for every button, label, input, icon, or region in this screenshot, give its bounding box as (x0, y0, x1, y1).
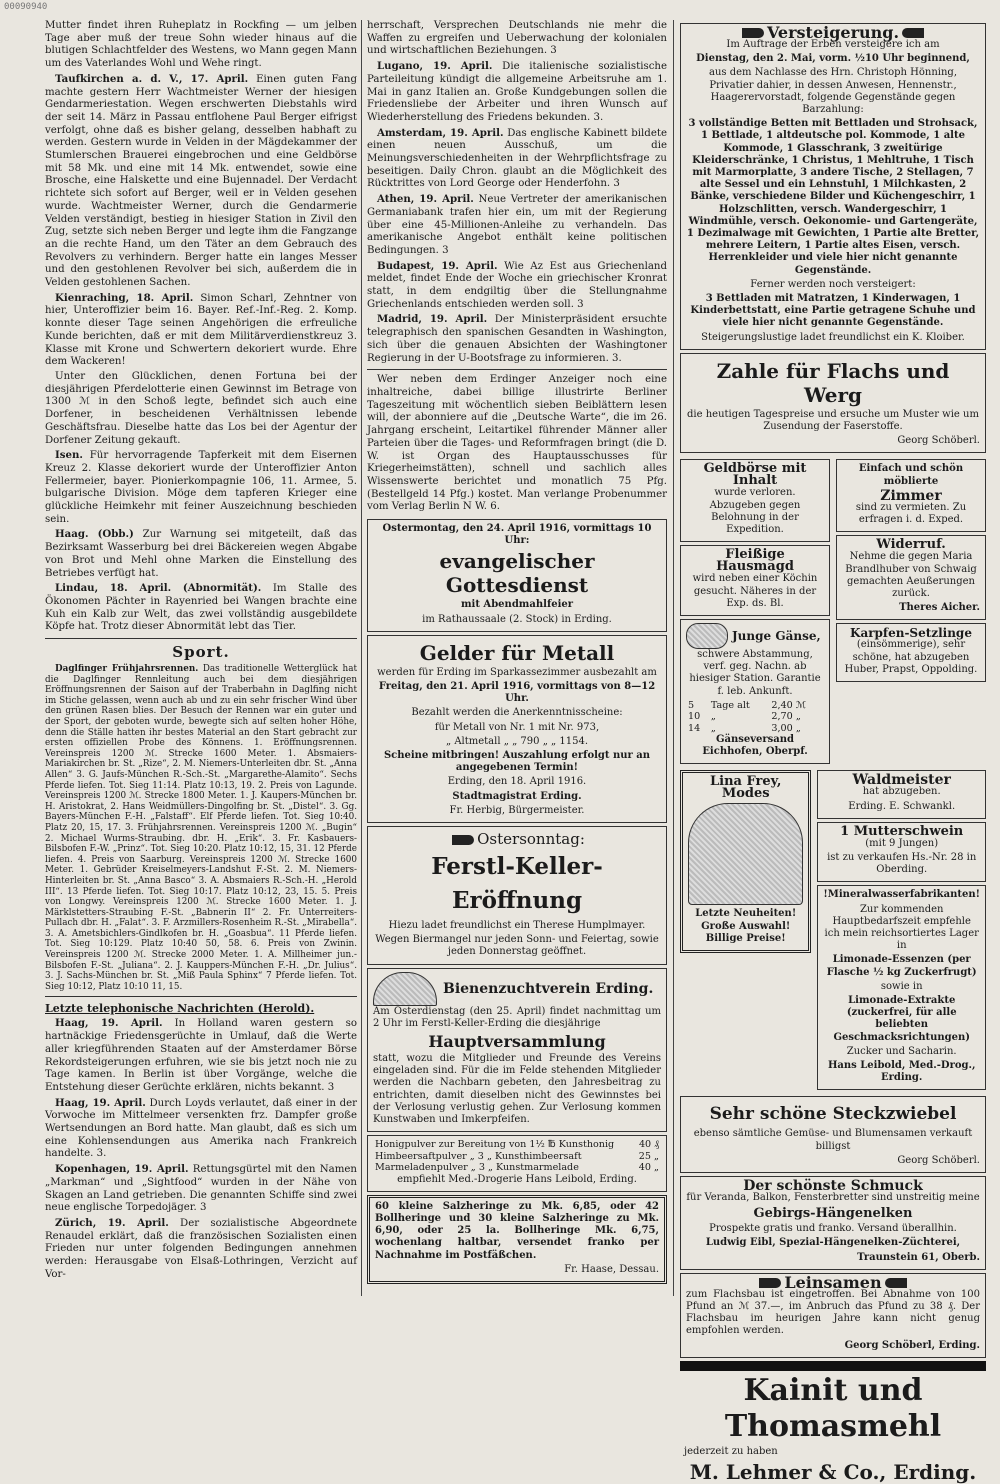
mineral-line: Zucker und Sacharin. (846, 1045, 957, 1057)
metal-notice-title: Gelder für Metall (419, 640, 615, 665)
table-row (686, 711, 824, 722)
product: Marmeladenpulver „ 3 „ Kunstmarmelade (375, 1162, 579, 1174)
column-3 (680, 20, 986, 1484)
carnation-line: für Veranda, Balkon, Fensterbretter sind unstreitig meine (686, 1192, 980, 1204)
sport-text: Das traditionelle Wetterglück hat die Daglfinger Rennleitung auch bei dem diesjährigen Eröffnungsrennen der Saison auf der Traberbahn in Daglfing nicht im Stiche gelassen, wenn auch ab und zu ein sehr frischer Wind über den grünen Rasen blies. Der Besuch der Rennen war ein guter und der Sport, der geboten wurde, bewegte sich auf selten hoher Höhe, denn die Ställe hatten ihr bestes Material an den Start gebracht zur ersten offiziellen Probe des Könnens. 1. Eröffnungsrennen. Vereinspreis 1200 ℳ. Strecke 1600 Meter. 1. Absmaiers-Mariakirchen br. St. „Rize“, 2. M. Niemers-Unterleiten dbr. St. „Anna Allen“ 3. G. Jaufs-München R.-Sch.-St. „Margarethe-Alamito“. Sechs Pferde liefen. Tot. Sieg 11:14. Platz 10:13, 19. 2. Preis von Lagunde. Vereinspreis 1200 ℳ. Strecke 1800 Meter. 1. J. Kaupers-München br. H. Aristokrat, 2. Hans Weidmüllers-Dingolfing br. St. „Distel“. 3. Gg. Bayers-München F.-H. „Falstaff“. Elf Pferde liefen. Tot. Sieg 10:40. Platz 20, 15, 17. 3. Frühjahrsrennen. Vereinspreis 1200 ℳ. „Bugin“ 2. Michael Wurms-Straubing. dbr. H. „Erik“. 3. Fr. Kasbauers-Bilsbofen F.-W. „Prinz“. Tot. Sieg 10:20. Platz 10:12, 15, 31. 12 Pferde liefen. 4. Preis von Saarburg. Vereinspreis 1200 ℳ. Strecke 1600 Meter. 1. Gebrüder Kreiselmeyers-Landshut F.-St. 2. M. Niemers-Hinterleiten br. St. „Anna Basco“ 3. A. Absmaiers R.-Sch.-H. „Herold III“. 13 Pferde liefen. Tot. Sieg 10:17. Platz 10:12, 23, 15. 5. Preis von Longwy. Vereinspreis 1200 ℳ. Strecke 1600 Meter. 1. J. Märklstetters-Straubing F.-St. „Babnerin II“ 2. Fr. Unterreiters-Pullach dbr. H. „Falat“. 3. F. Arzmillers-Rosenheim R.-St. „Mirabella“. 3. A. Ametsbichlers-Gindlkofen br. H. „Goasbua“. 11 Pferde liefen. Tot. Sieg 10:129. Platz 10:40 50, 58. 6. Preis von Zwinin. Vereinspreis 1200 ℳ. Strecke 2000 Meter. 1. A. Millheimer jun.-Bilsbofen F.-St. „Juliana“. 2. J. Kauppers-München F.-H. „Dr. Julius“. 3. J. Sachs-München br. St. „Miß Paula Sphinx“ 7 Pferde liefen. Tot. Sieg 10:12, Platz 10:10 11, 15. (45, 664, 357, 992)
dateline: Lindau, 18. April. (Abnormität). (55, 582, 262, 595)
maid-ad (680, 545, 830, 616)
fertilizer-ad (680, 1374, 986, 1484)
beekeeping-line: Am Osterdienstag (den 25. April) findet nachmittag um 2 Uhr im Ferstl-Keller-Erding die diesjährige (373, 1005, 661, 1029)
dateline: Lugano, 19. April. (377, 60, 493, 73)
purse-text: wurde verloren. Abzugeben gegen Belohnung in der Expedition. (709, 487, 801, 536)
geese-ad (680, 619, 830, 764)
auction-date: Dienstag, den 2. Mai, vorm. ½10 Uhr beginnend, (696, 53, 970, 65)
onion-text: ebenso sämtliche Gemüse- und Blumensamen verkauft billigst (693, 1128, 973, 1152)
auction-line: Im Auftrage der Erben versteigere ich am (726, 39, 940, 50)
fertilizer-signature: M. Lehmer & Co., Erding. (689, 1460, 977, 1484)
revocation-text: Nehme die gegen Maria Brandlhuber von Schwaig gemachten Aeußerungen zurück. (845, 551, 977, 599)
carnation-product: Gebirgs-Hängenelken (753, 1206, 913, 1222)
mineral-line: Zur kommenden Hauptbedarfszeit empfehle ich mein reichsortiertes Lager in (824, 903, 979, 952)
news-text: Durch Loyds verlautet, daß einer in der Vorwoche im Mittelmeer versenkten frz. Dampfer große Wertsendungen an Bord hatte. Man glaubt, daß es sich um eine Kohlensendungen aus Amerika nach Frankreich handelte. 3. (45, 1097, 357, 1160)
news-item (45, 449, 357, 526)
onion-title: Sehr schöne Steckzwiebel (709, 1104, 957, 1125)
sow-text: ist zu verkaufen Hs.-Nr. 28 in Oberding. (827, 851, 977, 876)
herring-signature: Fr. Haase, Dessau. (564, 1263, 659, 1275)
ferstl-keller-pre-text: Ostersonntag: (477, 830, 585, 849)
news-text: Neue Vertreter der amerikanischen Germaniabank trafen hier ein, um mit der Regierung über eine 45-Millionen-Anleihe zu verhandeln. Das amerikanische Angebot enthält keine politischen Bedingungen. 3 (367, 194, 667, 256)
revocation-ad (836, 535, 986, 620)
column-rule (673, 20, 674, 1296)
fertilizer-title-2: Thomasmehl (724, 1408, 942, 1444)
beekeeping-ad (367, 968, 667, 1133)
mineral-line: sowie in (880, 980, 923, 992)
news-item (45, 1097, 357, 1162)
linseed-title: Leinsamen (784, 1272, 882, 1292)
news-continuation: herrschaft, Versprechen Deutschlands nie mehr die Waffen zu ergreifen und Ueberwachung der kolonialen und wirtschaftlichen Beziehungen. 3 (367, 20, 667, 57)
dateline: Isen. (55, 449, 83, 462)
price: 2,40 ℳ (771, 699, 807, 711)
sport-report (45, 664, 357, 992)
service-title: evangelischer Gottesdienst (439, 549, 595, 598)
news-item (367, 60, 667, 125)
table-row (373, 1162, 661, 1173)
pointing-hand-icon (452, 835, 474, 845)
price: 40 „ (638, 1162, 659, 1174)
news-item (45, 1163, 357, 1215)
price: 2,70 „ (771, 711, 801, 723)
auction-items: 3 vollständige Betten mit Bettladen und Strohsack, 1 Bettlade, 1 altdeutsche pol. Kommode, 1 alte Kommode, 1 Glasschrank, 3 zweitürige Kleiderschränke, 1 Christus, 1 Mehltruhe, 1 Tisch mit Marmorplatte, 3 andere Tische, 2 Stellagen, 7 alte Sessel und ein Lehnstuhl, 1 Milchkasten, 2 Bänke, verschiedene Bilder und Küchengeschirr, 1 Holzschlitten, versch. Wandergeschirr, 1 Windmühle, versch. Oekonomie- und Gartengeräte, 1 Dezimalwage mit Gewichten, 1 Partie alte Bretter, mehrere Leitern, 1 Partie altes Eisen, versch. Herrenkleider und viele hier nicht genannte Gegenstände. (686, 118, 980, 276)
news-item (367, 260, 667, 312)
flax-ad (680, 353, 986, 454)
metal-line: Bezahlt werden die Anerkenntnisscheine: (411, 707, 623, 719)
metal-line: „ Altmetall „ „ 790 „ „ 1154. (445, 735, 589, 747)
news-item (45, 528, 357, 580)
metal-authority: Stadtmagistrat Erding. (452, 790, 582, 802)
mineral-water-ad (817, 885, 986, 1090)
flax-text: die heutigen Tagespreise und ersuche um Muster wie um Zusendung der Faserstoffe. (687, 408, 979, 433)
page-id: 00090940 (4, 2, 48, 12)
news-text: Der sozialistische Abgeordnete Renaudel erklärt, daß die französischen Sozialisten einen Frieden nur unter folgenden Bedingungen annehmen werden: Herausgabe von Elsaß-Lothringen, Verzicht auf Vor- (45, 1218, 357, 1280)
mid-ads-right (817, 767, 986, 1093)
divider (367, 369, 667, 370)
table-row (686, 700, 824, 711)
ferstl-keller-line: Wegen Biermangel nur jeden Sonn- und Feiertag, sowie jeden Donnerstag geöffnet. (375, 934, 659, 958)
service-announcement (367, 519, 667, 632)
beekeeping-header (373, 972, 661, 1006)
news-text: Der Ministerpräsident ersuchte telegraphisch den spanischen Gesandten in Washington, sich über die genauen Absichten der Washingtoner Regierung in der U-Bootsfrage zu informieren. 3. (367, 314, 667, 364)
product: Himbeersaftpulver „ 3 „ Kunsthimbeersaft (375, 1150, 582, 1162)
herring-ad (367, 1195, 667, 1284)
unit: „ (710, 711, 716, 723)
carnation-ad (680, 1176, 986, 1270)
pointing-hand-icon (759, 1278, 781, 1288)
unit: „ (710, 722, 716, 734)
revocation-signature: Theres Aicher. (899, 602, 980, 614)
small-ads-left (680, 456, 830, 767)
sport-subheading: Daglfinger Frühjahrsrennen. (55, 664, 199, 675)
lady-with-hat-illustration (688, 803, 803, 905)
dateline: Kopenhagen, 19. April. (55, 1163, 189, 1176)
carnation-line: Ludwig Eibl, Spezial-Hängenelken-Züchterei, (705, 1237, 961, 1249)
column-rule (361, 20, 362, 1296)
service-date: Ostermontag, den 24. April 1916, vormittags 10 Uhr: (382, 523, 652, 547)
geese-icon (686, 623, 728, 649)
column-2 (367, 20, 667, 1296)
unit: Tage alt (710, 699, 750, 711)
geese-title: Junge Gänse, (732, 628, 821, 643)
flax-title: Zahle für Flachs und Werg (716, 358, 950, 407)
dateline: Haag, 19. April. (55, 1017, 163, 1030)
woodruff-text: hat abzugeben. (862, 786, 941, 798)
metal-line: für Metall von Nr. 1 mit Nr. 973, (434, 721, 600, 733)
ferstl-keller-pre (373, 830, 661, 848)
mid-ads-left (680, 767, 811, 1093)
news-item (45, 292, 357, 369)
intro-text: Mutter findet ihren Ruheplatz in Rockfing — um jelben Tage aber muß der treue Sohn wieder hinaus auf die blutigen Schlachtfelder des Westens, wo Mann gegen Mann um des Vaterlandes Wohl und Wehe ringt. (45, 20, 357, 70)
news-item (45, 73, 357, 290)
room-ad (836, 459, 986, 532)
news-text: In Holland waren gestern so hartnäckige Friedensgerüchte in Umlauf, daß die Werte aller kriegführenden Staaten auf der Amsterdamer Börse Rekordsteigerungen erfuhren, wie sie bis jetzt noch nie zu Tage kamen. In Berlin ist über Vorgänge, welche die Entstehung dieser Gerüchte erklären, nichts bekannt. 3 (45, 1018, 357, 1093)
news-text: Für hervorragende Tapferkeit mit dem Eisernen Kreuz 2. Klasse dekoriert wurde der Unteroffizier Anton Fellermeier, bayer. Pionierkompagnie 106, 11. Armee, 5. bulgarische Division. Möge dem tapferen Krieger eine glückliche Heimkehr mit feiner Auszeichnung beschieden sein. (45, 450, 357, 525)
carnation-address: Traunstein 61, Oberb. (857, 1251, 980, 1263)
telephone-news-heading: Letzte telephonische Nachrichten (Herold). (45, 1002, 315, 1016)
honey-powder-table (373, 1139, 661, 1173)
dateline: Zürich, 19. April. (55, 1217, 169, 1229)
ferstl-keller-title: Ferstl-Keller-Eröffnung (431, 853, 603, 915)
metal-signature: Fr. Herbig, Bürgermeister. (449, 804, 585, 816)
news-item (367, 193, 667, 258)
purse-ad (680, 459, 830, 542)
news-item (45, 1017, 357, 1094)
milliner-footer: Letzte Neuheiten! Große Auswahl! Billige Preise! (695, 908, 797, 944)
auction-ad (680, 23, 986, 350)
metal-payment-notice (367, 635, 667, 823)
news-text: Einen guten Fang machte gestern Herr Wachtmeister Werner der hiesigen Gendarmeriestation. Wegen erschwerten Diebstahls wird der seit 14. März in Passau entflohene Paul Berger eifrigst verfolgt, ohne daß es bisher gelang, desselben habhaft zu werden. Gestern wurde in Velden in der Mägdekammer der Stumlerschen Brauerei eingebrochen und eine Geldbörse mit 58 Mk. und eine mit 14 Mk. entwendet, sowie eine Brosche, eine Halskette und eine Bujennadel. Der Verdacht richtete sich sofort auf Berger, weil er in Velden gesehen wurde. Wachtmeister Werner, durch die Gendarmerie Velden verständigt, bestieg in hiesiger Station in Zivil den Zug, setzte sich neben Berger und legte ihm die Fangzange an die rechte Hand, um den Täter an dem Gebrauch des Revolvers zu verhindern. Berger hatte ein langes Messer und den gestohlenen Revolver bei sich, außerdem die in Velden gestohlenen Sachen. (45, 73, 357, 289)
milliner-ad (680, 770, 811, 953)
auction-header (686, 23, 980, 42)
auction-signature: Steigerungslustige ladet freundlichst ein K. Kloiber. (701, 331, 965, 343)
room-text: sind zu vermieten. Zu erfragen i. d. Exped. (855, 501, 967, 526)
news-text: Das englische Kabinett bildete einen neuen Ausschuß, um die Meinungsverschiedenheiten in der Wehrpflichtsfrage zu beseitigen. Daily Chron. glaubt an die Möglichkeit des Rücktrittes von Lord George oder Henderfohn. 3 (367, 127, 667, 190)
beekeeping-line: statt, wozu die Mitglieder und Freunde des Vereins eingeladen sind. Für die im Felde stehenden Mitglieder werden die Nachbarn gebeten, den Jahresbeitrag zu entrichten, damit dieselben nicht des Gewinnstes bei der Verlosung verlustig gehen. Zur Verlosung kommen Kunstwaben und Imkerpfeifen. (373, 1053, 661, 1126)
herring-text: 60 kleine Salzheringe zu Mk. 6,85, oder 42 Bollheringe und 30 kleine Salzheringe zu Mk. 6,90, oder 25 la. Bollheringe Mk. 6,75, wochenlang haltbar, versendet franko per Nachnahme im Postfäßchen. (375, 1200, 659, 1261)
mineral-line: Limonade-Essenzen (per Flasche ½ kg Zuckerfrugt) (826, 954, 977, 978)
small-ads-right (836, 456, 986, 767)
age: 14 (688, 722, 701, 734)
geese-text: schwere Abstammung, verf. geg. Nachn. ab hiesiger Station. Garantie f. leb. Ankunft. (689, 648, 821, 697)
dateline: Taufkirchen a. d. V., 17. April. (55, 72, 249, 85)
auction-items: 3 Bettladen mit Matratzen, 1 Kinderwagen, 1 Kinderbettstatt, eine Partie getragene Schuhe und viele hier nicht genannte Gegenstände. (690, 293, 976, 329)
news-text: Wie Az Est aus Griechenland meldet, findet Ende der Woche ein griechischer Kronrat statt, in dem endgiltig über die Stellungnahme Griechenlands entschieden werden soll. 3 (367, 260, 667, 310)
linseed-ad (680, 1273, 986, 1358)
news-item: Unter den Glücklichen, denen Fortuna bei der diesjährigen Pferdelotterie einen Gewinnst im Betrage von 1300 ℳ in den Schoß legte, befindet sich auch eine Dorfener, in bescheidenen Verhältnissen lebende Geschäftsfrau. Dieselbe hatte das Los bei der Agentur der Dorfener Zeitung gekauft. (45, 370, 357, 446)
product: Honigpulver zur Bereitung von 1½ ℔ Kunsthonig (375, 1139, 615, 1151)
pointing-hand-icon (885, 1278, 907, 1288)
table-row (373, 1151, 661, 1162)
auction-line: aus dem Nachlasse des Hrn. Christoph Hönning, Privatier dahier, in dessen Anwesen, Hennenstr., Haagerervorstadt, folgende Gegenstände gegen Barzahlung: (709, 67, 957, 116)
divider (45, 996, 357, 997)
maid-text: wird neben einer Köchin gesucht. Näheres in der Exp. ds. Bl. (692, 573, 818, 609)
mineral-line: Limonade-Extrakte (zuckerfrei, für alle beliebten Geschmacksrichtungen) (833, 994, 970, 1043)
service-subtitle: mit Abendmahlfeier (460, 599, 574, 611)
news-text: Im Stalle des Ökonomen Pächter in Rayenried bei Wangen brachte eine Kuh ein Kalb zur Welt, das zwei vollständig ausgebildete Köpfe hat. Trotz dieser Abnormität lebt das Tier. (45, 583, 357, 633)
auction-title: Versteigerung. (766, 23, 900, 42)
news-item (367, 313, 667, 365)
sport-heading: Sport. (172, 643, 230, 662)
mineral-title: !Mineralwasserfabrikanten! (823, 889, 980, 901)
mid-ads-row (680, 767, 986, 1093)
carp-text: (einsömmerige), sehr schöne, hat abzugeben Huber, Prapst, Oppolding. (844, 639, 978, 675)
room-title: Zimmer (880, 487, 942, 504)
geese-price-table (686, 700, 824, 734)
news-text: Zur Warnung sei mitgeteilt, daß das Bezirksamt Wasserburg bei drei Bäckereien wegen Abgabe von Brot und Mehl ohne Marken die Einstellung des Betriebes verfügt hat. (45, 529, 357, 579)
carp-ad (836, 623, 986, 682)
dateline: Haag. (Obb.) (55, 528, 134, 541)
ferstl-keller-ad (367, 826, 667, 965)
woodruff-title: Waldmeister (852, 772, 951, 789)
metal-date: Freitag, den 21. April 1916, vormittags von 8—12 Uhr. (378, 681, 656, 705)
table-row (373, 1139, 661, 1150)
news-item (367, 127, 667, 192)
pointing-hand-icon (902, 28, 924, 38)
black-bar (680, 1361, 986, 1371)
auction-line: Ferner werden noch versteigert: (750, 278, 916, 290)
mineral-signature: Hans Leibold, Med.-Drog., Erding. (827, 1060, 976, 1084)
beehive-icon (373, 972, 437, 1006)
subscription-promo: Wer neben dem Erdinger Anzeiger noch eine inhaltreiche, dabei billige illustrirte Berliner Tageszeitung mit wöchentlich sieben Beiblättern lesen will, der abonniere auf die „Deutsche Warte“, die im 26. Jahrgang erscheint, Leitartikel führender Männer aller Parteien über die Tages- und Reformfragen bringt (die D. W. ist Organ des Hauptausschusses für Kriegerheimstätten), schnell und sachlich alles Wissenswerte berichtet und monatlich 75 Pfg. (Bestellgeld 14 Pfg.) kostet. Man verlange Probenummer vom Verlag Berlin N W. 6. (367, 374, 667, 513)
beekeeping-title: Bienenzuchtverein Erding. (443, 980, 654, 997)
price: 40 ₰ (638, 1139, 659, 1151)
maid-title: Fleißige Hausmagd (716, 547, 794, 575)
news-text: Simon Scharl, Zehntner von hier, Unteroffizier beim 16. Bayer. Ref.-Inf.-Reg. 2. Komp. konnte dieser Tage seinen Angehörigen die erfreuliche Kunde berichten, daß er mit dem Militärverdienstkreuz 3. Klasse mit Krone und Schwertern dekoriert wurde. Ehre dem Wackeren! (45, 292, 357, 368)
news-text: Rettungsgürtel mit den Namen „Markman“ und „Sightfood“ wurden in der Nähe von Skagen an Land getrieben. Die genannten Schiffe sind zwei neue englische Torpedojäger. 3 (45, 1164, 357, 1214)
small-ads-row (680, 456, 986, 767)
revocation-title: Widerruf. (876, 537, 946, 553)
flax-signature: Georg Schöberl. (897, 435, 980, 447)
metal-line: werden für Erding im Sparkassezimmer ausbezahlt am (377, 666, 657, 678)
sow-subtitle: (mit 9 Jungen) (865, 837, 939, 849)
sow-ad (817, 822, 986, 883)
purse-title: Geldbörse mit Inhalt (703, 461, 807, 489)
honey-powder-ad (367, 1135, 667, 1191)
sow-title: 1 Mutterschwein (840, 823, 964, 839)
age: 10 (688, 711, 701, 723)
dateline: Amsterdam, 19. April. (377, 126, 504, 139)
woodruff-signature: Erding. E. Schwankl. (848, 800, 956, 812)
table-row (686, 723, 824, 734)
dateline: Haag, 19. April. (55, 1096, 146, 1109)
linseed-signature: Georg Schöberl, Erding. (844, 1339, 980, 1351)
dateline: Athen, 19. April. (377, 193, 474, 206)
column-1 (45, 20, 357, 1296)
honey-powder-signature: empfiehlt Med.-Drogerie Hans Leibold, Erding. (397, 1173, 637, 1185)
carp-title: Karpfen-Setzlinge (850, 626, 972, 641)
service-location: im Rathaussaale (2. Stock) in Erding. (422, 613, 612, 625)
linseed-text: zum Flachsbau ist eingetroffen. Bei Abnahme von 100 Pfund an ℳ 37.—, im Anbruch das Pfund zu 38 ₰. Der Flachsbau im heurigen Jahre kann nicht genug empfohlen werden. (686, 1288, 980, 1337)
price: 25 „ (638, 1150, 659, 1162)
onion-signature: Georg Schöberl. (897, 1154, 980, 1166)
carnation-line: Prospekte gratis und franko. Versand überallhin. (709, 1223, 957, 1235)
divider (45, 638, 357, 639)
dateline: Budapest, 19. April. (377, 259, 498, 272)
linseed-header (686, 1272, 980, 1292)
age: 5 (688, 699, 695, 711)
pointing-hand-icon (742, 28, 764, 38)
fertilizer-title-1: Kainit und (743, 1372, 923, 1408)
milliner-title: Lina Frey, Modes (709, 774, 782, 802)
news-item (45, 582, 357, 634)
carnation-title: Der schönste Schmuck (743, 1178, 923, 1195)
metal-line: Erding, den 18. April 1916. (447, 776, 587, 788)
news-item (45, 1217, 357, 1282)
geese-signature: Gänseversand Eichhofen, Oberpf. (702, 733, 808, 758)
woodruff-ad (817, 770, 986, 818)
ferstl-keller-line: Hiezu ladet freundlichst ein Therese Humplmayer. (388, 920, 646, 932)
news-text: Die italienische sozialistische Parteileitung kündigt die allgemeine Arbeitsruhe am 1. Mai in ganz Italien an. Große Kundgebungen sollen die Friedensliebe der Arbeiter und ihren Wunsch auf Wiederherstellung des Friedens bekunden. 3. (367, 61, 667, 123)
dateline: Madrid, 19. April. (377, 313, 488, 326)
geese-header (686, 623, 824, 649)
onion-ad (680, 1096, 986, 1173)
dateline: Kienraching, 18. April. (55, 291, 194, 304)
price: 3,00 „ (771, 722, 801, 734)
room-line: Einfach und schön möblierte (858, 463, 964, 487)
fertilizer-line: jederzeit zu haben (684, 1445, 778, 1457)
beekeeping-meeting: Hauptversammlung (428, 1032, 606, 1052)
metal-line: Scheine mitbringen! Auszahlung erfolgt nur an angegebenen Termin! (383, 750, 651, 774)
